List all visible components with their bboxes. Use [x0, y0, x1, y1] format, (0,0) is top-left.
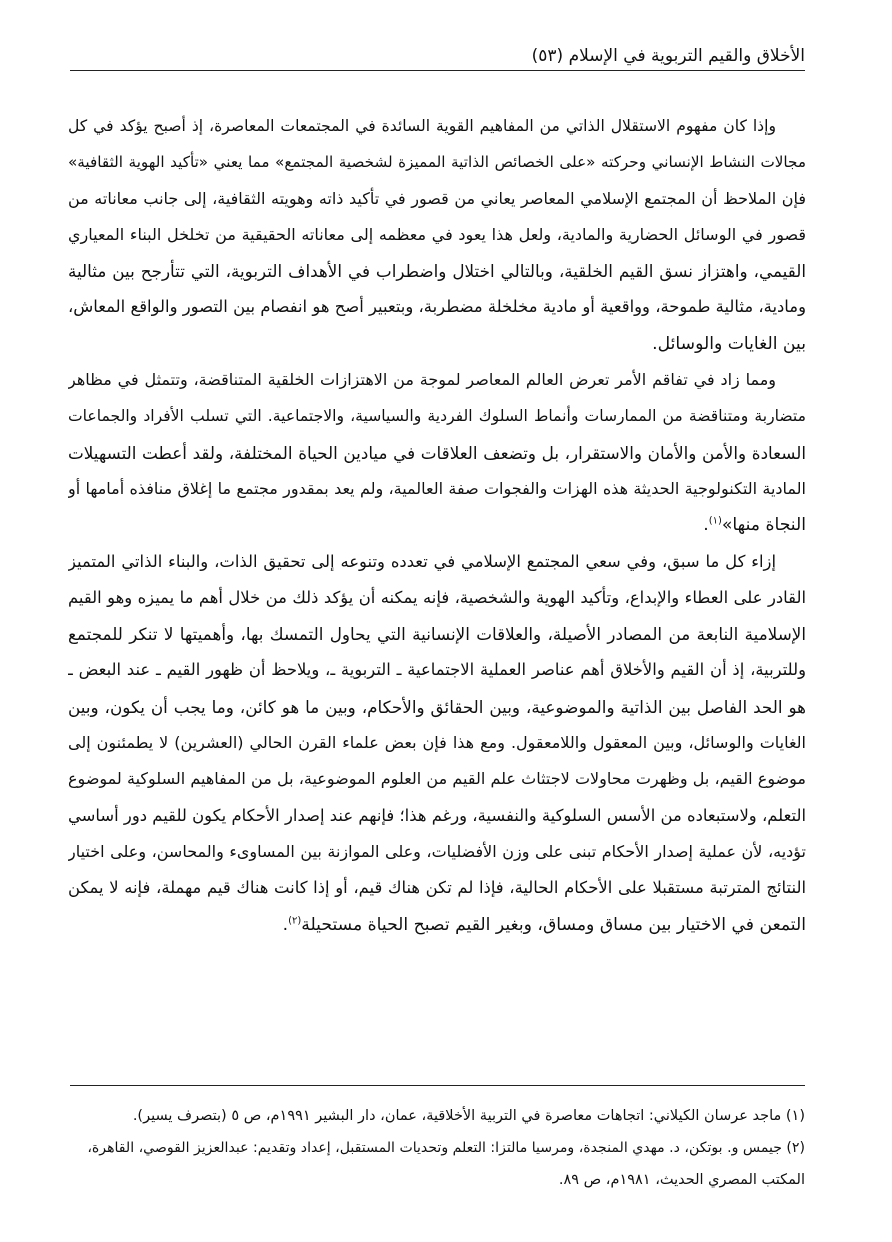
body-text [68, 108, 806, 943]
text-line: بين الغايات والوسائل. [652, 333, 806, 354]
text-line: فإن الملاحظ أن المجتمع الإسلامي المعاصر يعاني من قصور في تأكيد ذاته وهويته الثقافية، إلى جانب معاناته من [68, 188, 806, 208]
paragraph [68, 544, 806, 943]
text-line: القادر على العطاء والإبداع، وتأكيد الهوية والشخصية، فإنه يمكنه أن يؤكد ذلك من خلال أهم ما يميزه وهو القيم [68, 587, 806, 607]
text-line: وإذا كان مفهوم الاستقلال الذاتي من المفاهيم القوية السائدة في المجتمعات المعاصرة، إذ أصبح يؤكد في كل [68, 117, 776, 135]
running-title: الأخلاق والقيم التربوية في الإسلام (٥٣) [531, 46, 805, 66]
text-line: القيمي، واهتزاز نسق القيم الخلقية، وبالتالي اختلال واضطراب في الأهداف التربوية، التي تتأرجح بين مثالية [68, 261, 806, 282]
footnote: (١) ماجد عرسان الكيلاني: اتجاهات معاصرة في التربية الأخلاقية، عمان، دار البشير ١٩٩١م، ص ٥ (بتصرف يسير). [132, 1108, 805, 1124]
text-line: الإسلامية النابعة من المصادر الأصيلة، والعلاقات الإنسانية التي يحاول التمسك بها، وأهميتها لا تنكر للمجتمع [68, 624, 806, 645]
paragraph [68, 362, 806, 543]
text-line: إزاء كل ما سبق، وفي سعي المجتمع الإسلامي في تعدده وتنوعه إلى تحقيق الذات، والبناء الذاتي المتميز [68, 551, 776, 571]
text-line: وللتربية، إذ أن القيم والأخلاق أهم عناصر العملية الاجتماعية ـ التربوية ـ، ويلاحظ أن ظهور القيم ـ عند البعض ـ [68, 660, 806, 680]
text-line: تؤديه، لأن عملية إصدار الأحكام تبنى على وزن الأفضليات، وعلى الموازنة بين المساوىء والمحاسن، وعلى اختيار [68, 841, 806, 861]
text-line: التعلم، ولاستبعاده من الأسس السلوكية والنفسية، ورغم هذا؛ فإنهم عند إصدار الأحكام يكون للقيم دور أساسي [68, 805, 806, 825]
text-line: ومما زاد في تفاقم الأمر تعرض العالم المعاصر لموجة من الاهتزازات الخلقية المتناقضة، وتتمثل في مظاهر [68, 370, 776, 390]
paragraph [68, 108, 806, 362]
text-line [68, 507, 806, 543]
page-header [70, 40, 805, 72]
text-line: موضوع القيم، بل وظهرت محاولات لاجتثاث علم القيم من العلوم الموضوعية، بل من المفاهيم السلوكية لموضوع [68, 769, 806, 789]
text-fragment: . [703, 515, 709, 536]
text-line: متضاربة ومتناقضة من الممارسات وأنماط السلوك الفردية والسياسية، والاجتماعية. التي تسلب الأفراد والجماعات [68, 407, 806, 426]
footnote-ref: (١) [708, 515, 722, 527]
footnote: (٢) جيمس و. بوتكن، د. مهدي المنجدة، ومرسيا مالتزا: التعلم وتحديات المستقبل، إعداد وتقديم: عبدالعزيز القوصي، القاهرة، [87, 1140, 805, 1156]
footnote-rule [70, 1085, 805, 1086]
text-line: الغايات والوسائل، وبين المعقول واللامعقول. ومع هذا فإن بعض علماء القرن الحالي (العشرين) لا يطمئنون إلى [68, 733, 806, 753]
text-line: هو الحد الفاصل بين الذاتية والموضوعية، وبين الحقائق والأحكام، وبين ما هو كائن، وما يجب أن يكون، وبين [68, 696, 806, 717]
text-line: قصور في الوسائل الحضارية والمادية، ولعل هذا يعود في معظمه إلى معاناته الحقيقية من تخلخل البناء المعياري [68, 224, 806, 244]
text-fragment: التمعن في الاختيار بين مساق ومساق، وبغير القيم تصبح الحياة مستحيلة [301, 914, 806, 935]
text-line: ومادية، مثالية طموحة، وواقعية أو مادية مخلخلة مضطربة، وبتعبير أصح هو انفصام بين التصور والواقع المعاش، [68, 297, 806, 317]
text-line: النتائج المترتبة مستقبلا على الأحكام الحالية، فإذا لم تكن هناك قيم، أو إذا كانت هناك قيم مهملة، فإنه لا يمكن [68, 878, 806, 898]
header-rule [70, 70, 805, 71]
text-fragment: النجاة منها» [721, 515, 806, 536]
text-line: السعادة والأمن والأمان والاستقرار، بل وتضعف العلاقات في ميادين الحياة المختلفة، ولقد أعطت التسهيلات [68, 442, 806, 463]
text-line [68, 907, 806, 943]
text-line: مجالات النشاط الإنساني وحركته «على الخصائص الذاتية المميزة لشخصية المجتمع» مما يعني «تأكيد الهوية الثقافية» [68, 153, 806, 172]
footnote-ref: (٢) [288, 914, 302, 926]
footnotes [70, 1100, 805, 1196]
footnote-continuation: المكتب المصري الحديث، ١٩٨١م، ص ٨٩. [558, 1172, 805, 1188]
text-line: المادية التكنولوجية الحديثة هذه الهزات والفجوات صفة العالمية، ولم يعد بمقدور مجتمع ما إغلاق منافذه أمامها أو [68, 478, 806, 498]
text-fragment: . [282, 914, 289, 935]
